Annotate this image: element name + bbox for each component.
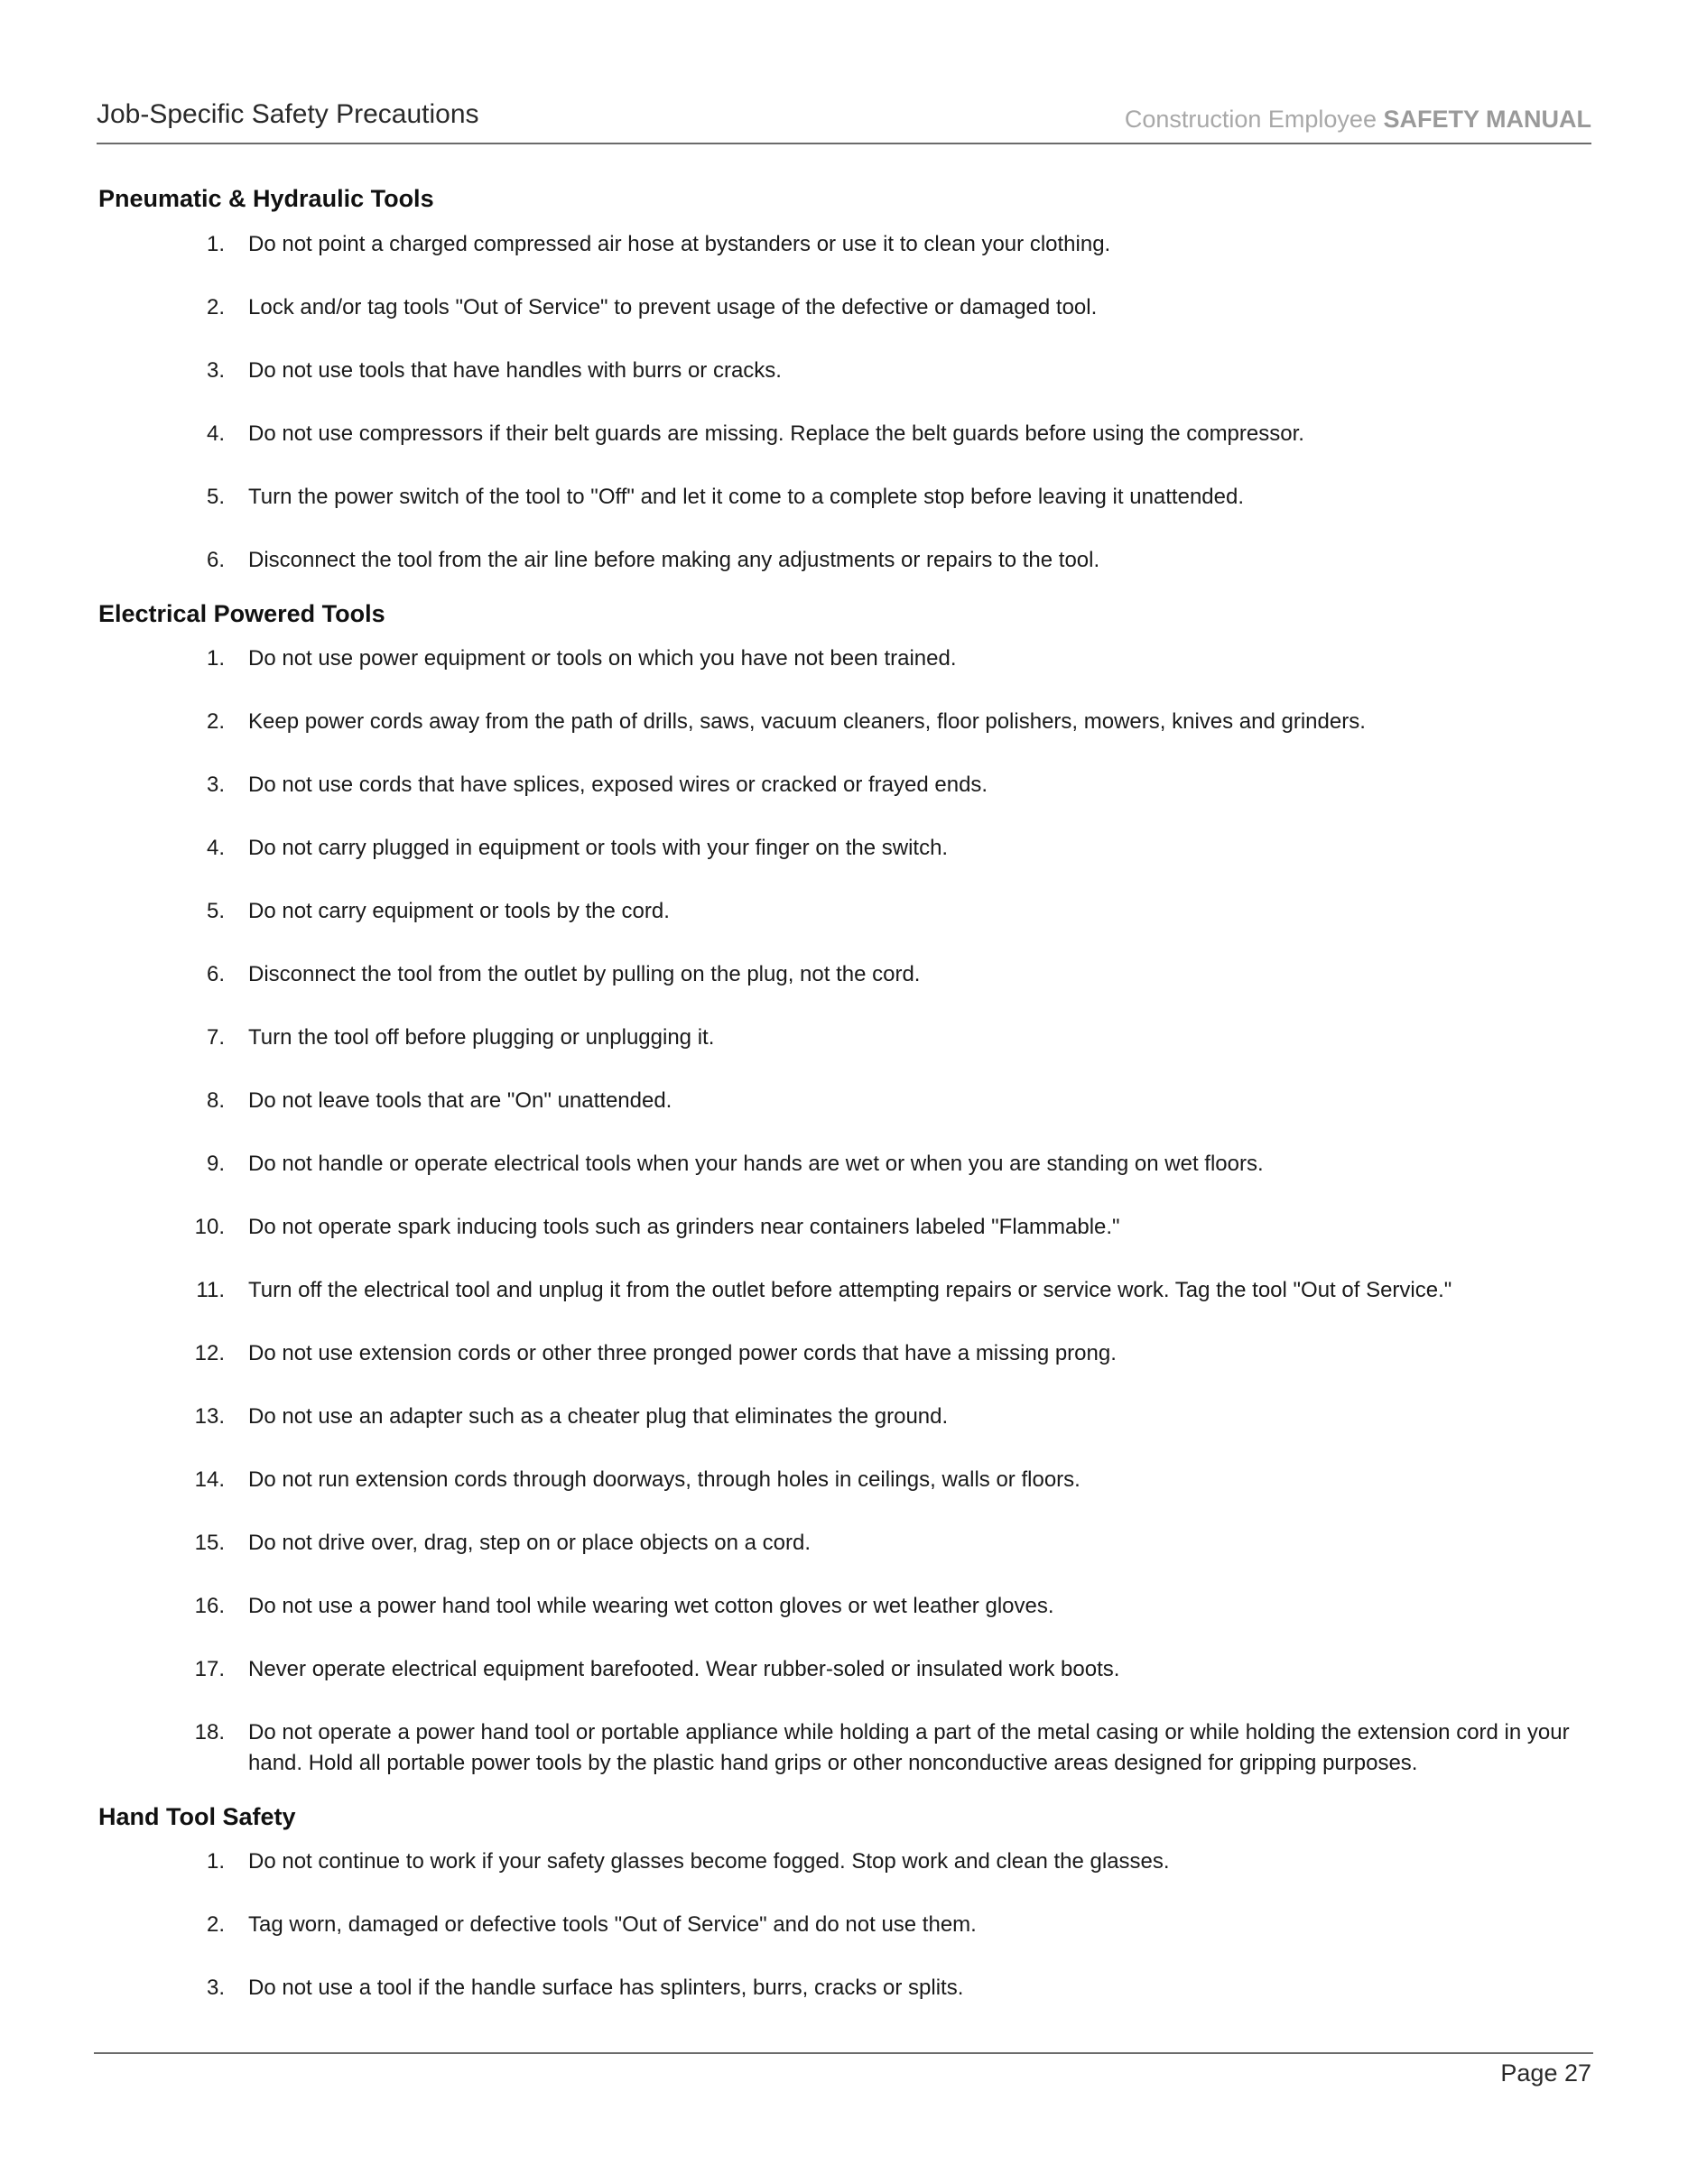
item-number: 3. [206,773,225,797]
item-text: Turn off the electrical tool and unplug it from the outlet before attempting repairs or service work. Tag the tool "Out of Service." [248,1278,1452,1302]
section-pneumatic-hydraulic [98,180,1588,576]
footer-divider [94,2052,1593,2054]
section-title: Electrical Powered Tools [98,600,385,627]
list-item [98,1086,1588,1116]
item-text: Do not use tools that have handles with burrs or cracks. [248,358,782,383]
list-item [98,1717,1588,1779]
item-number: 8. [206,1088,225,1113]
list-item [98,1591,1588,1622]
header-manual-strong: SAFETY MANUAL [1383,106,1591,133]
section-title: Pneumatic & Hydraulic Tools [98,185,434,212]
item-text: Do not use extension cords or other three pronged power cords that have a missing prong. [248,1341,1117,1365]
item-text: Do not use compressors if their belt guards are missing. Replace the belt guards before using the compressor. [248,421,1304,446]
item-number: 1. [206,646,225,671]
list-item [98,1528,1588,1559]
item-text: Do not run extension cords through doorways, through holes in ceilings, walls or floors. [248,1467,1081,1492]
item-text: Do not continue to work if your safety glasses become fogged. Stop work and clean the glasses. [248,1849,1170,1874]
list-item [98,419,1588,449]
section-title: Hand Tool Safety [98,1803,296,1830]
item-text: Never operate electrical equipment barefooted. Wear rubber-soled or insulated work boots. [248,1657,1120,1681]
item-number: 1. [206,232,225,256]
item-text: Turn the power switch of the tool to "Off" and let it come to a complete stop before leaving it unattended. [248,485,1245,509]
item-text: Keep power cords away from the path of drills, saws, vacuum cleaners, floor polishers, mowers, knives and grinders. [248,709,1366,734]
item-number: 5. [206,485,225,509]
list-item [98,833,1588,864]
list-item [98,1212,1588,1243]
item-text: Disconnect the tool from the outlet by pulling on the plug, not the cord. [248,962,921,986]
list-item [98,1338,1588,1369]
item-number: 17. [194,1657,225,1681]
numbered-list [98,643,1588,1779]
item-number: 4. [206,836,225,860]
list-item [98,770,1588,800]
item-number: 4. [206,421,225,446]
page-header [97,97,1591,144]
item-number: 10. [194,1215,225,1239]
list-item [98,1149,1588,1180]
item-text: Lock and/or tag tools "Out of Service" to prevent usage of the defective or damaged tool. [248,295,1098,319]
item-text: Do not handle or operate electrical tools when your hands are wet or when you are standing on wet floors. [248,1152,1264,1176]
item-number: 2. [206,295,225,319]
header-manual-title [1125,106,1591,134]
item-text: Do not use an adapter such as a cheater plug that eliminates the ground. [248,1404,949,1429]
list-item [98,1023,1588,1053]
item-text: Tag worn, damaged or defective tools "Out of Service" and do not use them. [248,1912,977,1937]
item-number: 3. [206,1976,225,2000]
list-item [98,896,1588,927]
list-item [98,1275,1588,1306]
item-text: Do not operate a power hand tool or portable appliance while holding a part of the metal casing or while holding the extension cord in your hand. Hold all portable power tools by the plastic hand grips or other nonconductive areas designed for gripping purposes. [248,1720,1570,1775]
list-item [98,1973,1588,2004]
list-item [98,707,1588,737]
page-number: Page 27 [1500,2059,1591,2087]
item-number: 11. [196,1278,225,1302]
item-number: 12. [194,1341,225,1365]
item-text: Do not carry plugged in equipment or tools with your finger on the switch. [248,836,949,860]
item-number: 16. [194,1594,225,1618]
list-item [98,959,1588,990]
header-section-title: Job-Specific Safety Precautions [97,99,479,129]
document-body [98,180,1588,2004]
item-number: 7. [206,1025,225,1050]
item-number: 2. [206,709,225,734]
list-item [98,292,1588,323]
item-text: Do not use cords that have splices, exposed wires or cracked or frayed ends. [248,773,988,797]
item-text: Do not point a charged compressed air hose at bystanders or use it to clean your clothing. [248,232,1111,256]
list-item [98,1910,1588,1940]
list-item [98,229,1588,260]
item-text: Do not operate spark inducing tools such as grinders near containers labeled "Flammable." [248,1215,1120,1239]
item-number: 1. [206,1849,225,1874]
item-number: 9. [206,1152,225,1176]
section-electrical-powered [98,596,1588,1779]
item-text: Do not carry equipment or tools by the cord. [248,899,670,923]
item-number: 5. [206,899,225,923]
list-item [98,643,1588,674]
numbered-list [98,1846,1588,2004]
list-item [98,1402,1588,1432]
item-number: 6. [206,548,225,572]
section-hand-tool-safety [98,1799,1588,2004]
item-number: 14. [194,1467,225,1492]
list-item [98,1465,1588,1495]
item-number: 2. [206,1912,225,1937]
list-item [98,1846,1588,1877]
item-number: 6. [206,962,225,986]
header-manual-prefix: Construction Employee [1124,106,1377,133]
numbered-list [98,229,1588,576]
item-text: Do not use a tool if the handle surface has splinters, burrs, cracks or splits. [248,1976,964,2000]
item-text: Turn the tool off before plugging or unplugging it. [248,1025,715,1050]
list-item [98,545,1588,576]
item-text: Do not use power equipment or tools on which you have not been trained. [248,646,957,671]
item-number: 15. [194,1531,225,1555]
list-item [98,1654,1588,1685]
item-number: 18. [194,1720,225,1744]
list-item [98,356,1588,386]
item-text: Do not drive over, drag, step on or place objects on a cord. [248,1531,812,1555]
list-item [98,482,1588,513]
item-text: Do not use a power hand tool while wearing wet cotton gloves or wet leather gloves. [248,1594,1054,1618]
item-number: 13. [194,1404,225,1429]
item-number: 3. [206,358,225,383]
item-text: Do not leave tools that are "On" unattended. [248,1088,672,1113]
item-text: Disconnect the tool from the air line before making any adjustments or repairs to the tool. [248,548,1100,572]
